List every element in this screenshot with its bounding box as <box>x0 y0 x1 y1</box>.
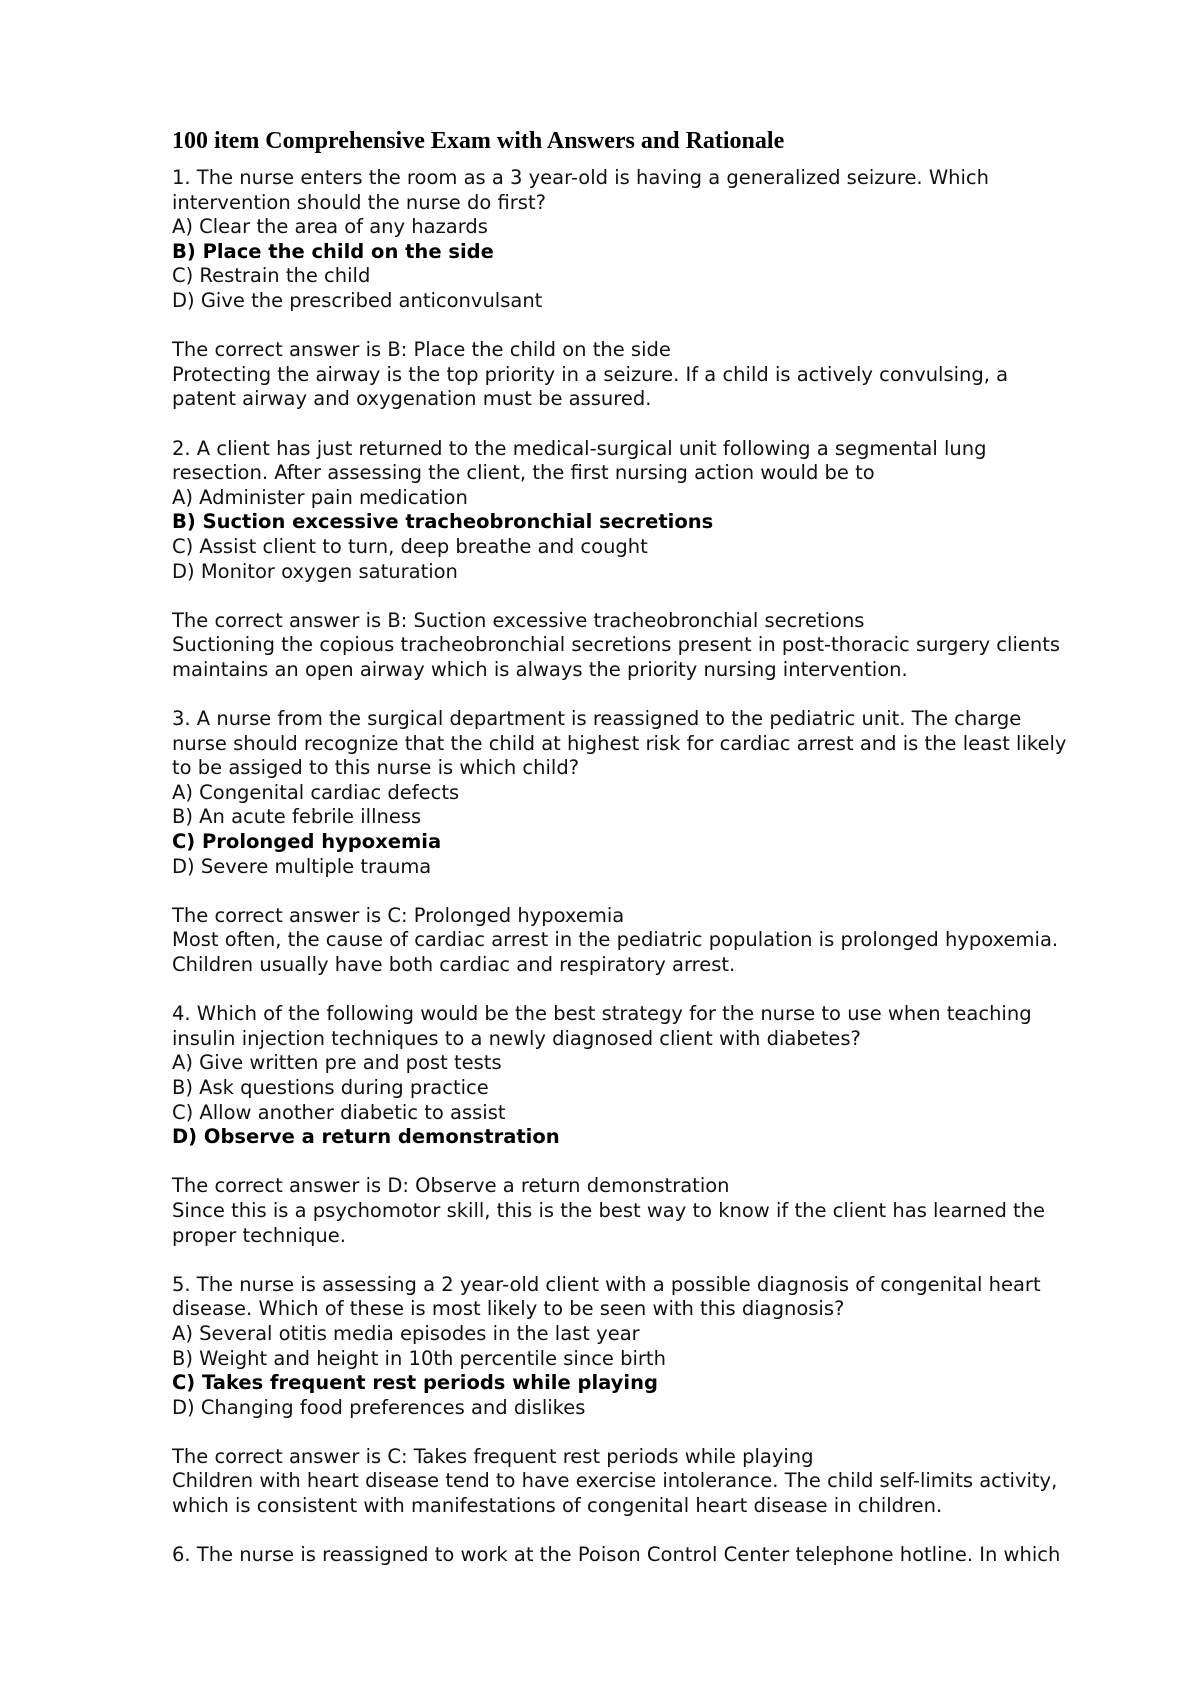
correct-answer-statement: The correct answer is D: Observe a return demonstration <box>172 1174 730 1198</box>
question-stem-line: 5. The nurse is assessing a 2 year-old client with a possible diagnosis of congenital heart <box>172 1272 1041 1296</box>
answer-option: A) Give written pre and post tests <box>172 1051 502 1075</box>
answer-option: A) Clear the area of any hazards <box>172 215 488 239</box>
rationale-line: which is consistent with manifestations of congenital heart disease in children. <box>172 1494 943 1518</box>
question-stem-line: to be assiged to this nurse is which child? <box>172 756 580 780</box>
spacer <box>172 879 1132 904</box>
rationale-line: patent airway and oxygenation must be assured. <box>172 387 652 411</box>
rationale-line: Suctioning the copious tracheobronchial secretions present in post-thoracic surgery clients <box>172 633 1061 657</box>
answer-option: D) Monitor oxygen saturation <box>172 559 458 583</box>
rationale-line: Children usually have both cardiac and respiratory arrest. <box>172 953 736 976</box>
correct-answer-statement: The correct answer is C: Prolonged hypoxemia <box>172 903 625 927</box>
answer-option: C) Assist client to turn, deep breathe and cought <box>172 534 648 558</box>
question-stem-line: 4. Which of the following would be the best strategy for the nurse to use when teaching <box>172 1002 1032 1026</box>
rationale-line: Since this is a psychomotor skill, this is the best way to know if the client has learned the <box>172 1198 1046 1222</box>
correct-answer-option: C) Prolonged hypoxemia <box>172 830 442 854</box>
question-stem-line: disease. Which of these is most likely to be seen with this diagnosis? <box>172 1297 845 1321</box>
correct-answer-statement: The correct answer is C: Takes frequent rest periods while playing <box>172 1444 814 1468</box>
correct-answer-option: B) Suction excessive tracheobronchial secretions <box>172 510 714 534</box>
spacer <box>172 314 1132 339</box>
answer-option: A) Several otitis media episodes in the last year <box>172 1321 640 1345</box>
question-block <box>172 707 1132 978</box>
correct-answer-option: C) Takes frequent rest periods while playing <box>172 1371 658 1395</box>
correct-answer-statement: The correct answer is B: Place the child on the side <box>172 338 671 362</box>
spacer <box>172 1150 1132 1175</box>
answer-option: A) Congenital cardiac defects <box>172 780 460 804</box>
question-block <box>172 1002 1132 1248</box>
question-block <box>172 437 1132 683</box>
answer-option: B) An acute febrile illness <box>172 805 422 829</box>
answer-option: D) Severe multiple trauma <box>172 854 432 878</box>
rationale-line: Most often, the cause of cardiac arrest in the pediatric population is prolonged hypoxemia. <box>172 928 1059 952</box>
question-block <box>172 1273 1132 1519</box>
question-stem-line: 1. The nurse enters the room as a 3 year-old is having a generalized seizure. Which <box>172 166 989 189</box>
rationale-line: maintains an open airway which is always the priority nursing intervention. <box>172 657 908 681</box>
spacer <box>172 1420 1132 1445</box>
document-body <box>172 126 1132 1568</box>
question-stem-line: 2. A client has just returned to the medical-surgical unit following a segmental lung <box>172 436 987 460</box>
question-stem-line: insulin injection techniques to a newly diagnosed client with diabetes? <box>172 1026 861 1050</box>
spacer <box>172 584 1132 609</box>
rationale-line: proper technique. <box>172 1223 346 1247</box>
question-block <box>172 166 1132 412</box>
correct-answer-statement: The correct answer is B: Suction excessive tracheobronchial secretions <box>172 608 865 632</box>
answer-option: C) Restrain the child <box>172 264 371 288</box>
rationale-line: Children with heart disease tend to have exercise intolerance. The child self-limits activity, <box>172 1469 1058 1493</box>
correct-answer-option: D) Observe a return demonstration <box>172 1125 560 1149</box>
rationale-line: Protecting the airway is the top priority in a seizure. If a child is actively convulsing, a <box>172 362 1009 386</box>
question-stem-line: intervention should the nurse do first? <box>172 190 546 214</box>
answer-option: A) Administer pain medication <box>172 485 468 509</box>
answer-option: B) Ask questions during practice <box>172 1075 489 1099</box>
correct-answer-option: B) Place the child on the side <box>172 239 494 263</box>
question-list <box>172 166 1132 1519</box>
answer-option: C) Allow another diabetic to assist <box>172 1100 506 1124</box>
answer-option: D) Changing food preferences and dislikes <box>172 1395 586 1419</box>
question-stem-line: resection. After assessing the client, the first nursing action would be to <box>172 461 875 485</box>
answer-option: B) Weight and height in 10th percentile since birth <box>172 1346 666 1370</box>
document-title: 100 item Comprehensive Exam with Answers and Rationale <box>172 128 785 154</box>
question-stem-line: 3. A nurse from the surgical department is reassigned to the pediatric unit. The charge <box>172 707 1022 731</box>
answer-option: D) Give the prescribed anticonvulsant <box>172 288 543 312</box>
question-stem-line: 6. The nurse is reassigned to work at the Poison Control Center telephone hotline. In which <box>172 1543 1061 1567</box>
question-stem-line: nurse should recognize that the child at highest risk for cardiac arrest and is the least likely <box>172 731 1067 755</box>
